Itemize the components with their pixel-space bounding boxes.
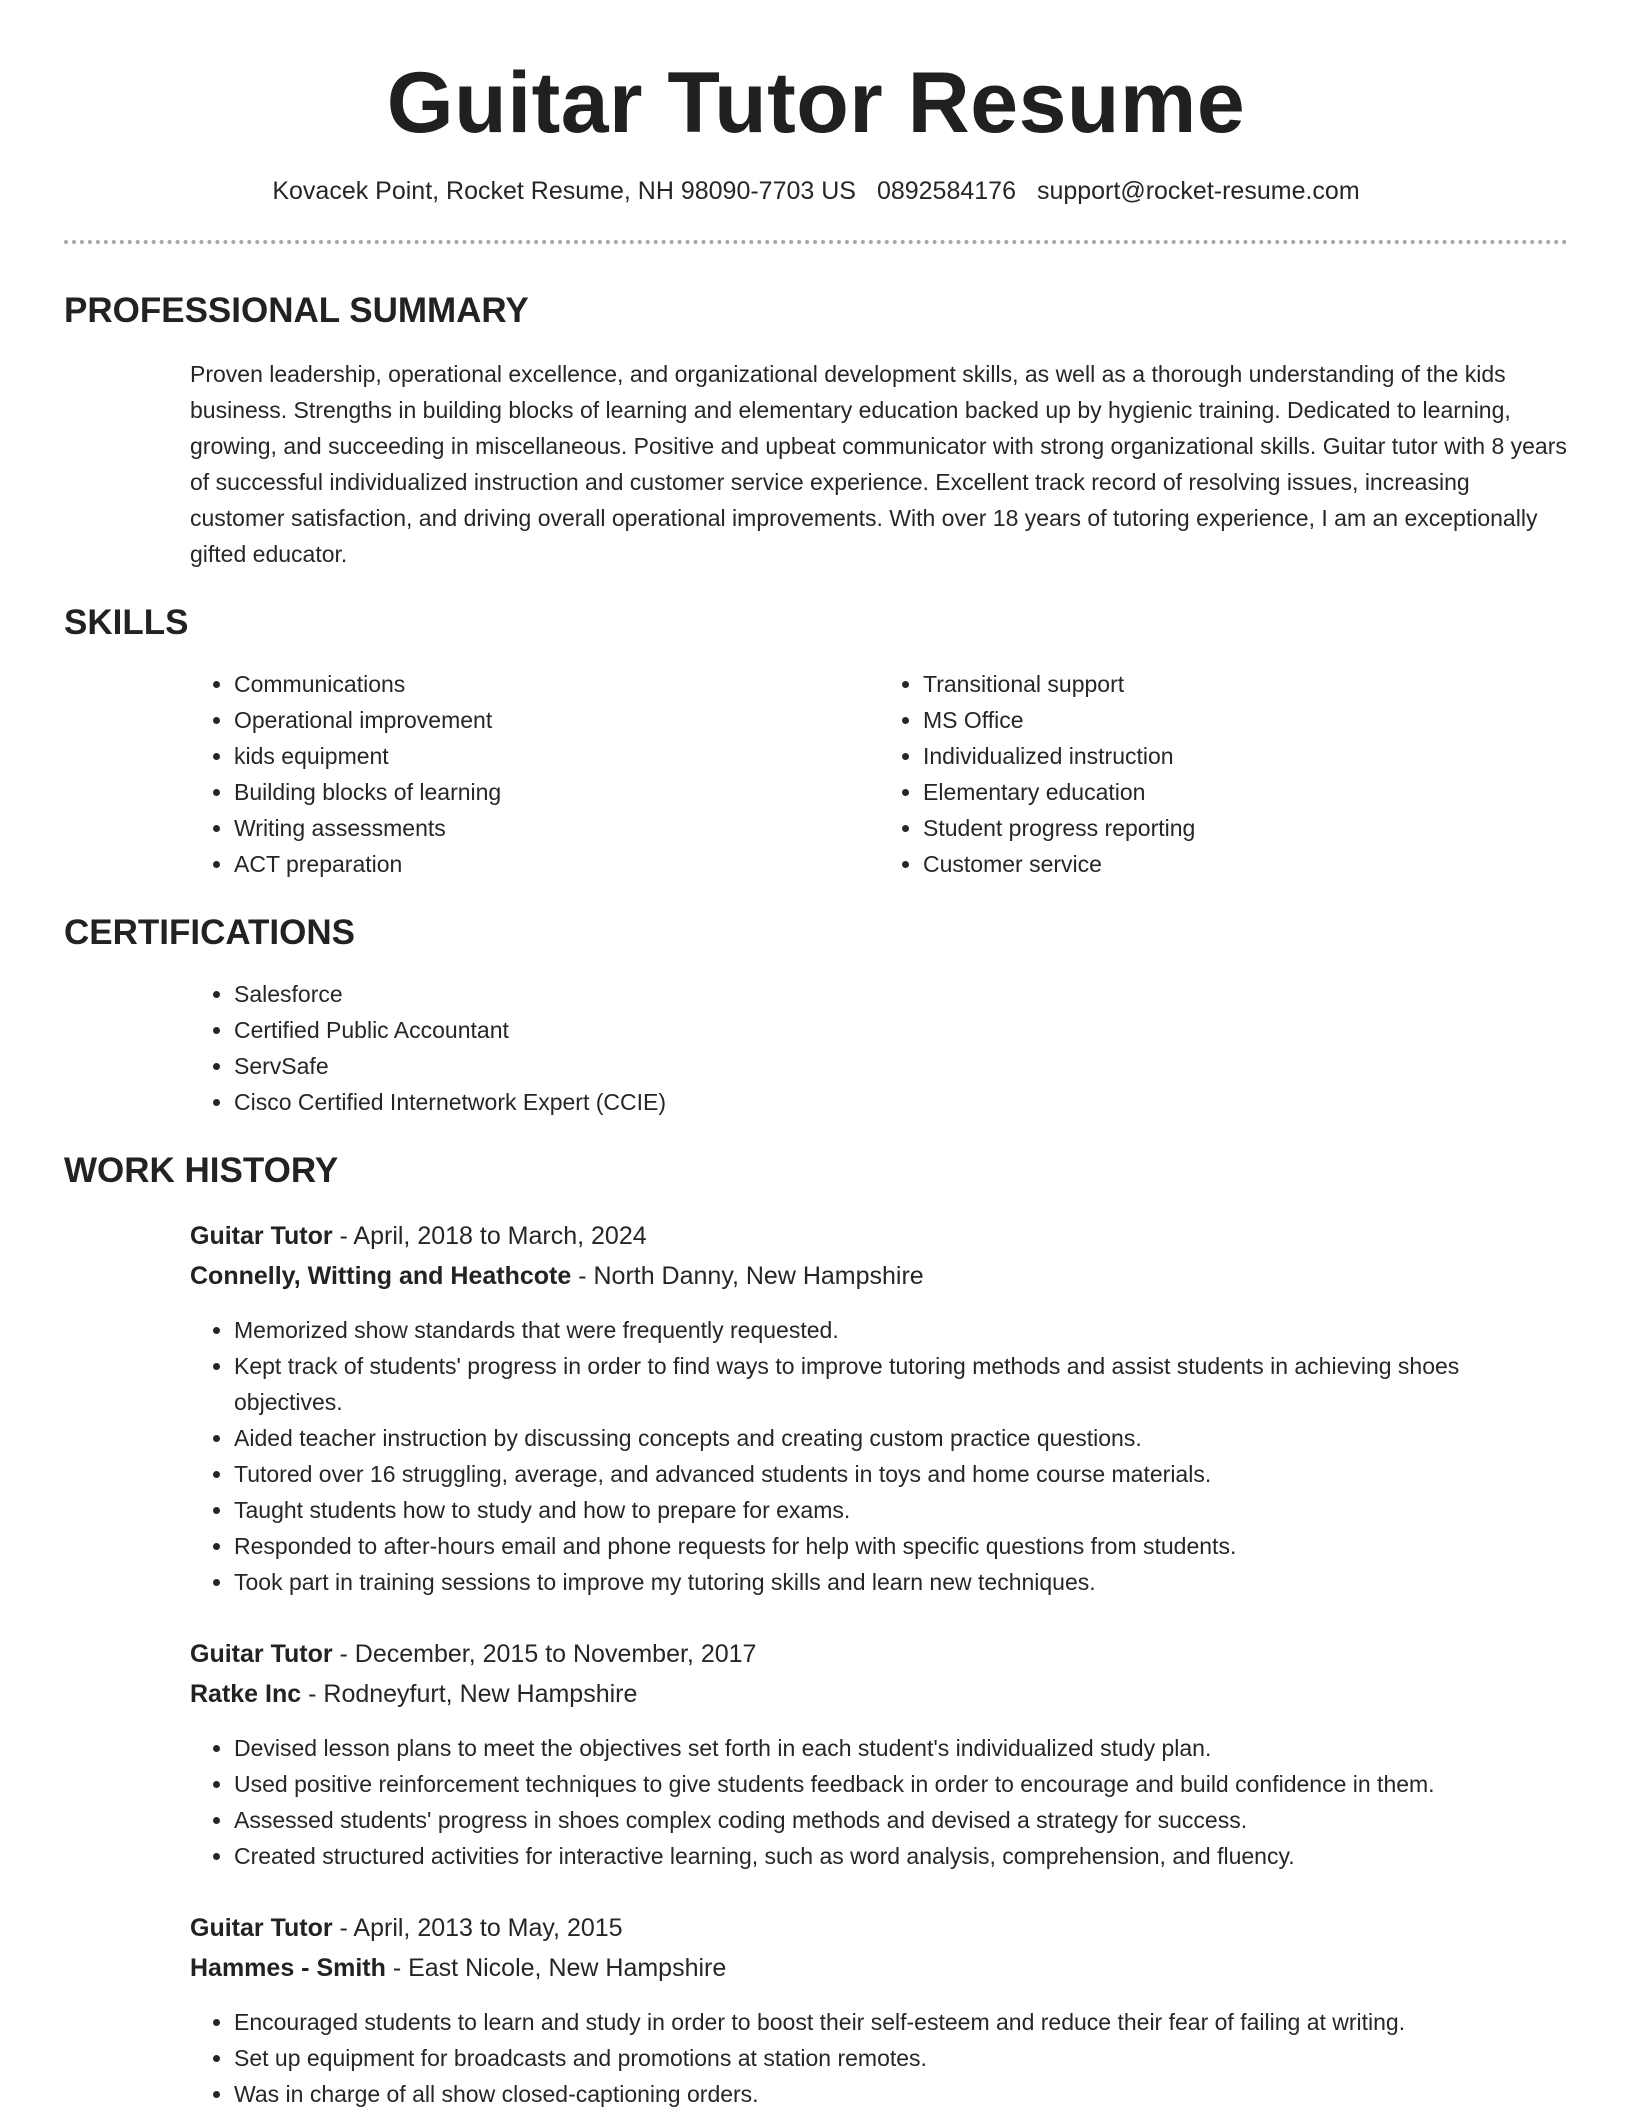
skill-item: • kids equipment: [234, 738, 879, 774]
job-bullets: [190, 1312, 1568, 1600]
skills-columns: [190, 666, 1568, 882]
job-company: Ratke Inc: [190, 1679, 302, 1708]
header-divider: [64, 240, 1568, 244]
skill-item: • Individualized instruction: [923, 738, 1568, 774]
job-bullet: • Was in charge of all show closed-captioning orders.: [234, 2076, 1568, 2112]
certifications-list: [190, 976, 1568, 1120]
job-bullet: • Memorized show standards that were frequently requested.: [234, 1312, 1568, 1348]
skill-item: • Elementary education: [923, 774, 1568, 810]
job-bullet: • Aided teacher instruction by discussing concepts and creating custom practice questions.: [234, 1420, 1568, 1456]
job-bullets: [190, 2004, 1568, 2112]
job-role: Guitar Tutor: [190, 1639, 333, 1668]
job-dates: - December, 2015 to November, 2017: [332, 1639, 757, 1668]
contact-email[interactable]: support@rocket-resume.com: [1036, 176, 1360, 205]
job-role-line: [190, 1216, 1568, 1256]
skills-section: [64, 602, 1568, 882]
skills-heading: SKILLS: [64, 602, 189, 642]
job-location: - North Danny, New Hampshire: [571, 1261, 924, 1290]
job-role: Guitar Tutor: [190, 1221, 333, 1250]
certification-item: • Salesforce: [234, 976, 1568, 1012]
skill-item: • Operational improvement: [234, 702, 879, 738]
job-bullet: • Created structured activities for interactive learning, such as word analysis, comprehension, and fluency.: [234, 1838, 1568, 1874]
job-location: - East Nicole, New Hampshire: [385, 1953, 727, 1982]
summary-section: [64, 290, 1568, 572]
job-bullet: • Kept track of students' progress in order to find ways to improve tutoring methods and assist students in achieving shoes objectives.: [234, 1348, 1568, 1420]
work-history-section: [64, 1150, 1568, 2112]
job-entry: [190, 1908, 1568, 2112]
job-location: - Rodneyfurt, New Hampshire: [301, 1679, 638, 1708]
job-company: Hammes - Smith: [190, 1953, 386, 1982]
skill-item: • Student progress reporting: [923, 810, 1568, 846]
skills-left-list: [190, 666, 879, 882]
skill-item: • Transitional support: [923, 666, 1568, 702]
job-company-line: [190, 1948, 1568, 1988]
job-bullet: • Tutored over 16 struggling, average, and advanced students in toys and home course materials.: [234, 1456, 1568, 1492]
job-bullet: • Used positive reinforcement techniques to give students feedback in order to encourage and build confidence in them.: [234, 1766, 1568, 1802]
certification-item: • Cisco Certified Internetwork Expert (CCIE): [234, 1084, 1568, 1120]
job-dates: - April, 2018 to March, 2024: [332, 1221, 647, 1250]
skill-item: • Communications: [234, 666, 879, 702]
job-company-line: [190, 1674, 1568, 1714]
job-bullet: • Encouraged students to learn and study in order to boost their self-esteem and reduce their fear of failing at writing.: [234, 2004, 1568, 2040]
skill-item: • ACT preparation: [234, 846, 879, 882]
job-bullet: • Devised lesson plans to meet the objectives set forth in each student's individualized study plan.: [234, 1730, 1568, 1766]
certifications-heading: CERTIFICATIONS: [64, 912, 356, 952]
job-dates: - April, 2013 to May, 2015: [332, 1913, 623, 1942]
skills-right-list: [879, 666, 1568, 882]
job-bullet: • Taught students how to study and how to prepare for exams.: [234, 1492, 1568, 1528]
contact-line: [64, 177, 1568, 206]
job-company: Connelly, Witting and Heathcote: [190, 1261, 572, 1290]
job-company-line: [190, 1256, 1568, 1296]
skill-item: • Building blocks of learning: [234, 774, 879, 810]
resume-title: Guitar Tutor Resume: [386, 55, 1246, 151]
skill-item: • Customer service: [923, 846, 1568, 882]
job-bullet: • Assessed students' progress in shoes complex coding methods and devised a strategy for success.: [234, 1802, 1568, 1838]
job-role-line: [190, 1634, 1568, 1674]
job-entry: [190, 1634, 1568, 1874]
skill-item: • Writing assessments: [234, 810, 879, 846]
job-bullets: [190, 1730, 1568, 1874]
work-history-heading: WORK HISTORY: [64, 1150, 339, 1190]
summary-heading: PROFESSIONAL SUMMARY: [64, 290, 529, 330]
job-role: Guitar Tutor: [190, 1913, 333, 1942]
contact-phone[interactable]: 0892584176: [876, 176, 1016, 205]
certification-item: • Certified Public Accountant: [234, 1012, 1568, 1048]
job-bullet: • Set up equipment for broadcasts and promotions at station remotes.: [234, 2040, 1568, 2076]
summary-text: Proven leadership, operational excellence, and organizational development skills, as well as a thorough understanding of the kids business. Strengths in building blocks of learning and elementary education backed up by hygienic training. Dedicated to learning, growing, and succeeding in miscellaneous. Positive and upbeat communicator with strong organizational skills. Guitar tutor with 8 years of successful individualized instruction and customer service experience. Excellent track record of resolving issues, increasing customer satisfaction, and driving overall operational improvements. With over 18 years of tutoring experience, I am an exceptionally gifted educator.: [190, 360, 1567, 567]
skill-item: • MS Office: [923, 702, 1568, 738]
job-bullet: • Took part in training sessions to improve my tutoring skills and learn new techniques.: [234, 1564, 1568, 1600]
certification-item: • ServSafe: [234, 1048, 1568, 1084]
contact-address: Kovacek Point, Rocket Resume, NH 98090-7703 US: [272, 176, 856, 205]
job-role-line: [190, 1908, 1568, 1948]
job-entry: [190, 1216, 1568, 1600]
certifications-section: [64, 912, 1568, 1120]
job-bullet: • Responded to after-hours email and phone requests for help with specific questions from students.: [234, 1528, 1568, 1564]
